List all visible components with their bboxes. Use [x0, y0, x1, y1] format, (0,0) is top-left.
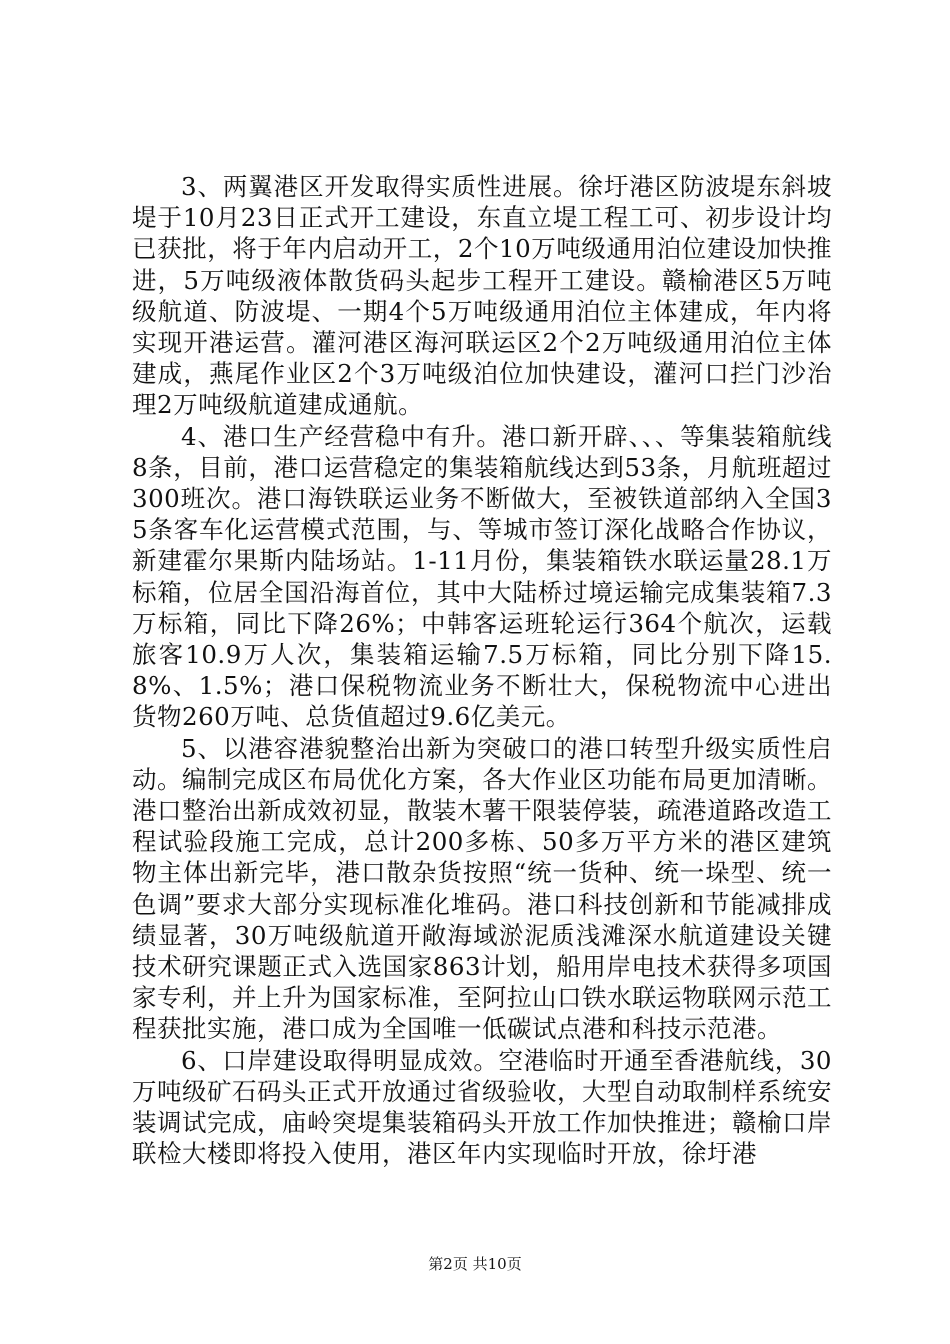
paragraph-port-entry-construction: 6、口岸建设取得明显成效。空港临时开通至香港航线，30万吨级矿石码头正式开放通过省级验收，大型自动取制样系统安装调试完成，庙岭突堤集装箱码头开放工作加快推进；赣榆口岸联检大楼即将投入使用，港区年内实现临时开放，徐圩港 [132, 1045, 832, 1169]
paragraph-port-operations: 4、港口生产经营稳中有升。港口新开辟、、、等集装箱航线8条，目前，港口运营稳定的集装箱航线达到53条，月航班超过300班次。港口海铁联运业务不断做大，至被铁道部纳入全国35条客车化运营模式范围，与、等城市签订深化战略合作协议，新建霍尔果斯内陆场站。1-11月份，集装箱铁水联运量28.1万标箱，位居全国沿海首位，其中大陆桥过境运输完成集装箱7.3万标箱，同比下降26%；中韩客运班轮运行364个航次，运载旅客10.9万人次，集装箱运输7.5万标箱，同比分别下降15.8%、1.5%；港口保税物流业务不断壮大，保税物流中心进出货物260万吨、总货值超过9.6亿美元。 [132, 421, 832, 732]
document-body [132, 171, 832, 1170]
page-number-footer: 第2页 共10页 [428, 1255, 522, 1273]
paragraph-west-wing-ports: 3、两翼港区开发取得实质性进展。徐圩港区防波堤东斜坡堤于10月23日正式开工建设，东直立堤工程工可、初步设计均已获批，将于年内启动开工，2个10万吨级通用泊位建设加快推进，5万吨级液体散货码头起步工程开工建设。赣榆港区5万吨级航道、防波堤、一期4个5万吨级通用泊位主体建成，年内将实现开港运营。灌河港区海河联运区2个2万吨级通用泊位主体建成，燕尾作业区2个3万吨级泊位加快建设，灌河口拦门沙治理2万吨级航道建成通航。 [132, 172, 832, 420]
paragraph-port-upgrade: 5、以港容港貌整治出新为突破口的港口转型升级实质性启动。编制完成区布局优化方案，各大作业区功能布局更加清晰。港口整治出新成效初显，散装木薯干限装停装，疏港道路改造工程试验段施工完成，总计200多栋、50多万平方米的港区建筑物主体出新完毕，港口散杂货按照“统一货种、统一垛型、统一色调”要求大部分实现标准化堆码。港口科技创新和节能减排成绩显著，30万吨级航道开敞海域淤泥质浅滩深水航道建设关键技术研究课题正式入选国家863计划，船用岸电技术获得多项国家专利，并上升为国家标准，至阿拉山口铁水联运物联网示范工程获批实施，港口成为全国唯一低碳试点港和科技示范港。 [132, 733, 832, 1044]
